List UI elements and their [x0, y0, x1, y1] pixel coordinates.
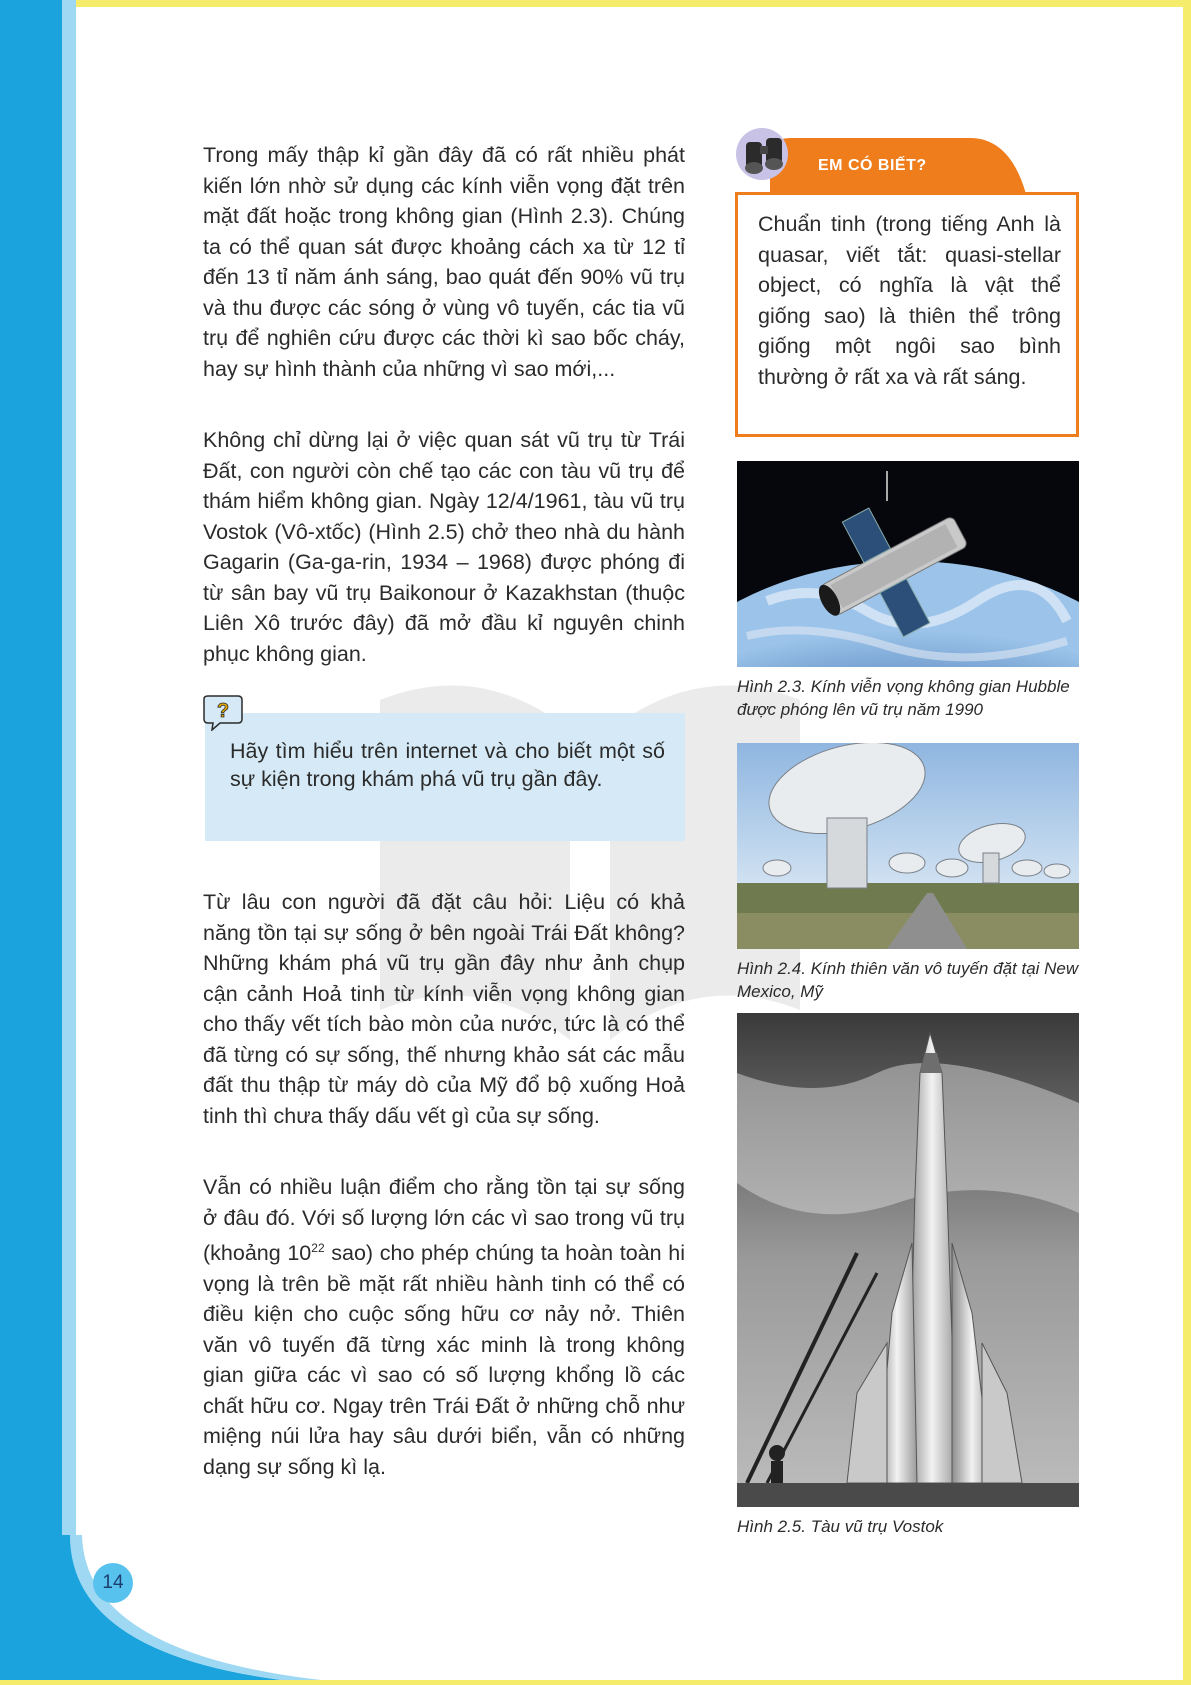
- question-text: Hãy tìm hiểu trên internet và cho biết một số sự kiện trong khám phá vũ trụ gần đây.: [230, 739, 665, 791]
- question-icon: [200, 695, 246, 731]
- paragraph-telescopes: Trong mấy thập kỉ gần đây đã có rất nhiều phát kiến lớn nhờ sử dụng các kính viễn vọng đặt trên mặt đất hoặc trong không gian (Hình 2.3). Chúng ta có thể quan sát được khoảng cách xa từ 12 tỉ đến 13 tỉ năm ánh sáng, bao quát đến 90% vũ trụ và thu được các sóng ở vùng vô tuyến, các tia vũ trụ để nghiên cứu được các thời kì sao bốc cháy, hay sự hình thành của những vì sao mới,...: [203, 143, 685, 381]
- did-you-know-text: Chuẩn tinh (trong tiếng Anh là quasar, viết tắt: quasi-stellar object, có nghĩa là vật thể giống sao) là thiên thể trông giống một ngôi sao bình thường ở rất xa và rất sáng.: [758, 212, 1061, 389]
- question-box: [205, 713, 685, 841]
- figure-radio-telescope-caption: Hình 2.4. Kính thiên văn vô tuyến đặt tại New Mexico, Mỹ: [737, 959, 1079, 1001]
- did-you-know-box: [735, 192, 1079, 437]
- paragraph-life-arguments-part2: sao) cho phép chúng ta hoàn toàn hi vọng là trên bề mặt rất nhiều hành tinh có thể có điều kiện cho cuộc sống hữu cơ nảy nở. Thiên văn vô tuyến đã từng xác minh là trong không gian giữa các vì sao có số lượng khổng lồ các chất hữu cơ. Ngay trên Trái Đất ở những chỗ như miệng núi lửa hay sâu dưới biển, vẫn có những dạng sự sống kì lạ.: [203, 1241, 685, 1479]
- did-you-know-title: EM CÓ BIẾT?: [818, 157, 927, 174]
- question-symbol: ?: [216, 700, 230, 722]
- paragraph-life-arguments-part1: Vẫn có nhiều luận điểm cho rằng tồn tại sự sống ở đâu đó. Với số lượng lớn các vì sao trong vũ trụ (khoảng 10: [203, 1175, 685, 1266]
- paragraph-life-arguments: [203, 1172, 685, 1482]
- page-border-left: [0, 0, 70, 1685]
- page-border-bottom: [0, 1680, 1191, 1685]
- figure-hubble-caption: Hình 2.3. Kính viễn vọng không gian Hubble được phóng lên vũ trụ năm 1990: [737, 677, 1070, 719]
- page-border-right: [1183, 0, 1191, 1685]
- paragraph-spaceships: Không chỉ dừng lại ở việc quan sát vũ trụ từ Trái Đất, con người còn chế tạo các con tàu vũ trụ để thám hiểm không gian. Ngày 12/4/1961, tàu vũ trụ Vostok (Vô-xtốc) (Hình 2.5) chở theo nhà du hành Gagarin (Ga-ga-rin, 1934 – 1968) được phóng đi từ sân bay vũ trụ Baikonour ở Kazakhstan (thuộc Liên Xô trước đây) đã mở đầu kỉ nguyên chinh phục không gian.: [203, 428, 685, 666]
- figure-vostok-caption: Hình 2.5. Tàu vũ trụ Vostok: [737, 1517, 944, 1536]
- page-border-left-light: [62, 0, 76, 1685]
- binoculars-icon: [732, 128, 800, 184]
- paragraph-life-question: Từ lâu con người đã đặt câu hỏi: Liệu có khả năng tồn tại sự sống ở bên ngoài Trái Đất không? Những khám phá vũ trụ gần đây như ảnh chụp cận cảnh Hoả tinh từ kính viễn vọng không gian cho thấy vết tích bào mòn của nước, tức là có thể đã từng có sự sống, thế nhưng khảo sát các mẫu đất thu thập từ máy dò của Mỹ đổ bộ xuống Hoả tinh thì chưa thấy dấu vết gì của sự sống.: [203, 890, 685, 1128]
- figure-hubble-image: [737, 461, 1079, 667]
- page-border-top: [0, 0, 1191, 7]
- figure-radio-telescope-image: [737, 743, 1079, 949]
- exponent: 22: [311, 1241, 325, 1255]
- page-corner-curve: [0, 1535, 330, 1685]
- figure-vostok-image: [737, 1013, 1079, 1507]
- page-number: 14: [93, 1563, 133, 1603]
